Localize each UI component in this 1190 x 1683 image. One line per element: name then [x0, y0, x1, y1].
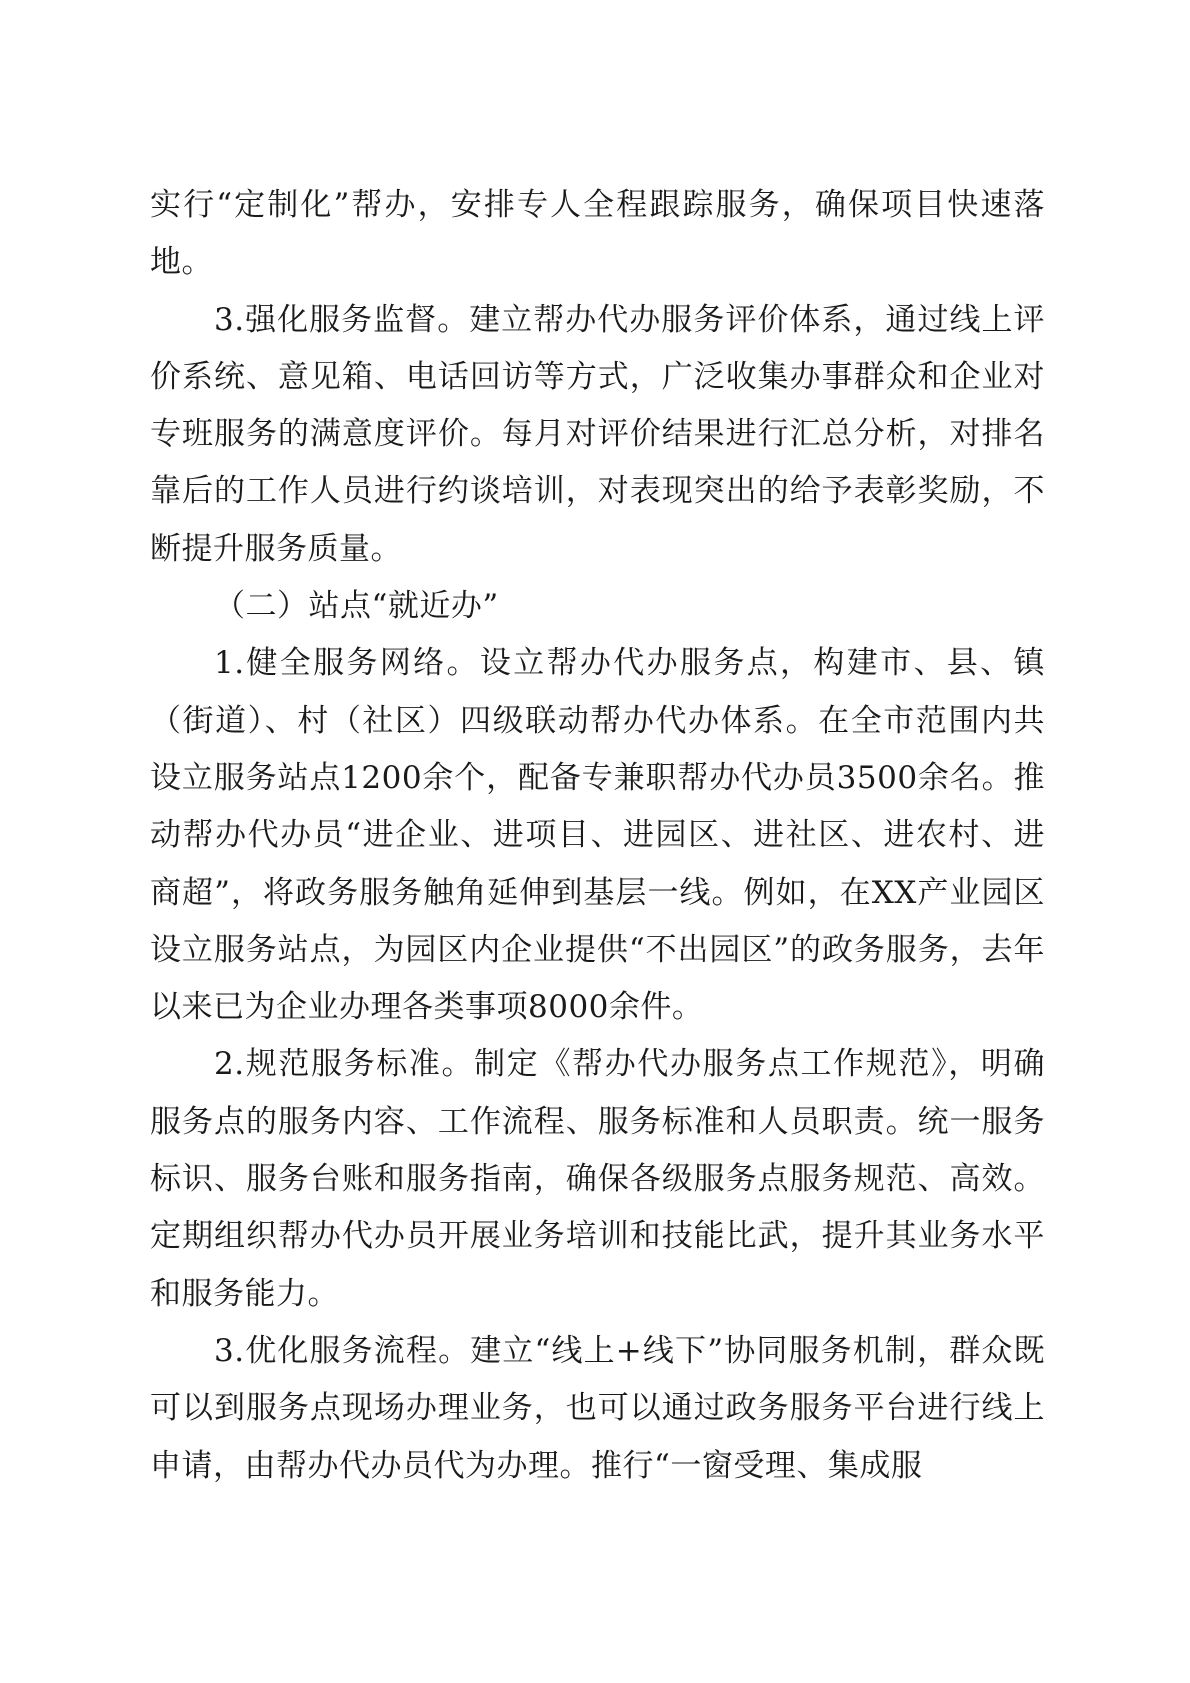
section-heading-station: （二）站点“就近办” [214, 588, 499, 625]
paragraph-service-standard: 2.规范服务标准。制定《帮办代办服务点工作规范》，明确服务点的服务内容、工作流程、服务标准和人员职责。统一服务标识、服务台账和服务指南，确保各级服务点服务规范、高效。定期组织帮办代办员开展业务培训和技能比武，提升其业务水平和服务能力。 [150, 1046, 1045, 1312]
paragraph-service-network: 1.健全服务网络。设立帮办代办服务点，构建市、县、镇（街道）、村（社区）四级联动帮办代办体系。在全市范围内共设立服务站点1200余个，配备专兼职帮办代办员3500余名。推动帮办代办员“进企业、进项目、进园区、进社区、进农村、进商超”，将政务服务触角延伸到基层一线。例如，在XX产业园区设立服务站点，为园区内企业提供“不出园区”的政务服务，去年以来已为企业办理各类事项8000余件。 [150, 645, 1045, 1026]
paragraph-service-process: 3.优化服务流程。建立“线上+线下”协同服务机制，群众既可以到服务点现场办理业务，也可以通过政务服务平台进行线上申请，由帮办代办员代为办理。推行“一窗受理、集成服 [150, 1332, 1045, 1484]
paragraph-service-supervision: 3.强化服务监督。建立帮办代办服务评价体系，通过线上评价系统、意见箱、电话回访等方式，广泛收集办事群众和企业对专班服务的满意度评价。每月对评价结果进行汇总分析，对排名靠后的工作人员进行约谈培训，对表现突出的给予表彰奖励，不断提升服务质量。 [150, 301, 1045, 567]
document-body [150, 177, 1045, 1495]
paragraph-continuation: 实行“定制化”帮办，安排专人全程跟踪服务，确保项目快速落地。 [150, 187, 1045, 281]
